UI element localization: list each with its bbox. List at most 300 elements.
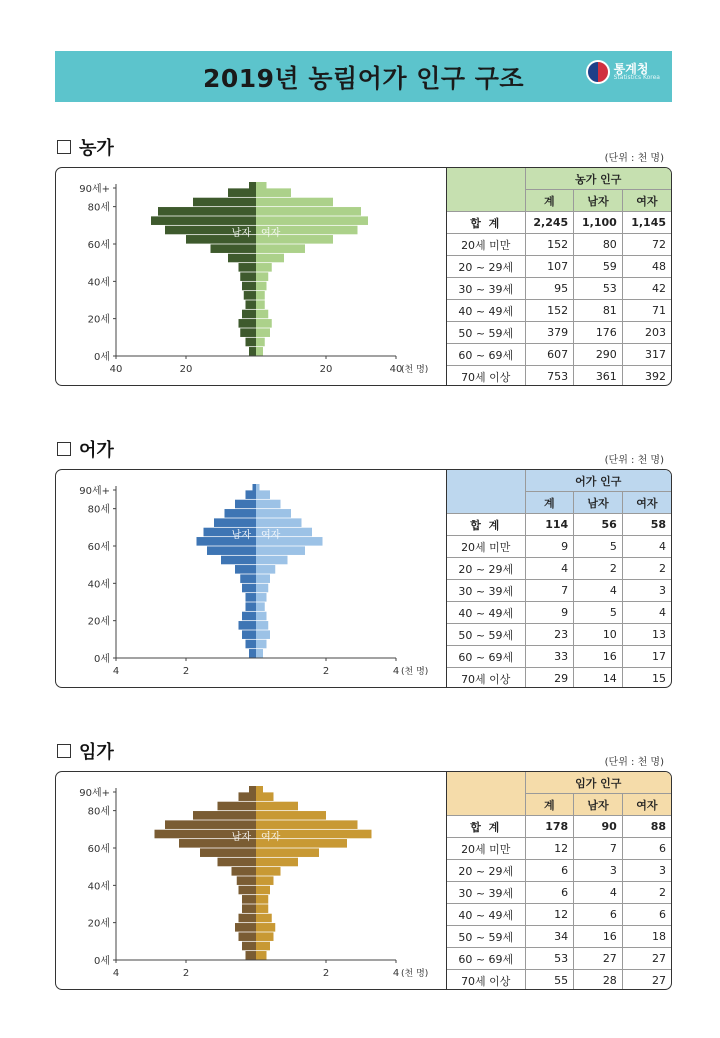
female-bar [256,300,265,309]
male-bar [246,300,257,309]
table-group-header: 임가 인구 [525,772,671,794]
cell-total: 6 [525,882,574,904]
logo-name: 통계청 [613,61,649,76]
female-bar [256,640,267,649]
cell-male: 90 [574,816,623,838]
male-bar [246,951,257,960]
row-label: 30 ~ 39세 [447,580,525,602]
cell-total: 114 [525,514,574,536]
male-bar [242,612,256,621]
male-bar [235,565,256,574]
cell-male: 7 [574,838,623,860]
cell-total: 9 [525,536,574,558]
cell-total: 152 [525,300,574,322]
male-bar [151,216,256,225]
female-bar [256,630,270,639]
male-bar [239,886,257,895]
logo-subtext: Statistics Korea [613,74,660,82]
section-name: 임가 [79,742,114,763]
cell-male: 290 [574,344,623,366]
female-bar [256,310,268,319]
cell-female: 203 [622,322,671,344]
cell-male: 10 [574,624,623,646]
x-tick-label: 2 [182,968,190,979]
row-label: 50 ~ 59세 [447,926,525,948]
y-tick-label: 0세 [93,956,110,967]
male-bar [228,254,256,263]
male-bar [165,820,256,829]
female-bar [256,198,333,207]
cell-male: 176 [574,322,623,344]
cell-male: 16 [574,926,623,948]
cell-female: 3 [622,580,671,602]
male-bar [240,272,256,281]
col-header-female: 여자 [622,492,671,514]
cell-total: 4 [525,558,574,580]
female-bar [256,254,284,263]
y-tick-label: 80세 [87,504,110,516]
female-bar [256,328,270,337]
male-bar [242,942,256,951]
table-row [447,668,671,689]
cell-total: 12 [525,904,574,926]
female-bar [256,786,263,795]
row-label: 합 계 [447,514,525,536]
table-row [447,904,671,926]
x-tick-label: 4 [392,666,400,677]
table-corner [447,772,525,816]
male-bar [239,319,257,328]
y-tick-label: 90세+ [79,184,110,195]
row-label: 30 ~ 39세 [447,278,525,300]
male-bar [242,310,256,319]
male-bar [249,786,256,795]
row-label: 40 ~ 49세 [447,300,525,322]
row-label: 60 ~ 69세 [447,948,525,970]
cell-male: 5 [574,602,623,624]
cell-total: 23 [525,624,574,646]
row-label: 합 계 [447,816,525,838]
male-bar [249,182,256,191]
male-bar [239,621,257,630]
col-header-total: 계 [525,190,574,212]
y-tick-label: 40세 [87,579,110,591]
table-row [447,278,671,300]
male-bar [221,556,256,565]
female-bar [256,914,272,923]
cell-total: 607 [525,344,574,366]
cell-male: 1,100 [574,212,623,234]
table-row [447,234,671,256]
cell-total: 95 [525,278,574,300]
male-bar [246,338,257,347]
cell-total: 53 [525,948,574,970]
table-row [447,602,671,624]
row-label: 20 ~ 29세 [447,558,525,580]
female-bar [256,565,275,574]
female-bar [256,319,272,328]
x-tick-label: 2 [322,666,330,677]
table-row [447,624,671,646]
cell-female: 27 [622,970,671,991]
table-corner [447,168,525,212]
female-label: 여자 [261,228,281,239]
cell-female: 15 [622,668,671,689]
cell-female: 4 [622,602,671,624]
forest-panel [55,771,672,990]
cell-total: 379 [525,322,574,344]
male-bar [242,904,256,913]
x-tick-label: 20 [319,364,333,375]
cell-total: 29 [525,668,574,689]
female-bar [256,272,268,281]
y-tick-label: 40세 [87,881,110,893]
y-tick-label: 20세 [87,314,110,326]
male-bar [232,867,257,876]
female-bar [256,546,305,555]
table-row [447,860,671,882]
male-bar [253,484,257,493]
taegeuk-icon [586,60,610,84]
y-tick-label: 80세 [87,202,110,214]
male-bar [235,923,256,932]
cell-female: 2 [622,558,671,580]
table-row [447,256,671,278]
x-unit-label: (천 명) [401,667,429,677]
table-row [447,344,671,366]
farm-pyramid-chart [56,168,446,385]
female-bar [256,621,268,630]
male-bar [239,263,257,272]
cell-male: 59 [574,256,623,278]
cell-male: 14 [574,668,623,689]
cell-female: 2 [622,882,671,904]
cell-female: 58 [622,514,671,536]
female-bar [256,612,267,621]
fish-table-container [446,470,671,687]
page-title: 2019년 농림어가 인구 구조 [202,63,525,93]
cell-female: 27 [622,948,671,970]
y-tick-label: 80세 [87,806,110,818]
female-bar [256,895,268,904]
cell-total: 34 [525,926,574,948]
female-bar [256,518,302,527]
female-bar [256,602,265,611]
forest-table-container [446,772,671,989]
y-tick-label: 0세 [93,654,110,665]
cell-female: 17 [622,646,671,668]
y-tick-label: 60세 [87,844,110,855]
female-bar [256,848,319,857]
male-bar [218,802,257,811]
x-unit-label: (천 명) [401,365,429,375]
cell-female: 42 [622,278,671,300]
cell-male: 81 [574,300,623,322]
table-row [447,926,671,948]
section-name: 어가 [79,440,114,461]
table-row [447,514,671,536]
cell-female: 4 [622,536,671,558]
male-bar [211,244,257,253]
fish-pyramid-chart [56,470,446,687]
female-bar [256,876,274,885]
male-bar [239,914,257,923]
col-header-female: 여자 [622,794,671,816]
cell-female: 392 [622,366,671,387]
x-tick-label: 40 [389,364,403,375]
cell-female: 48 [622,256,671,278]
row-label: 합 계 [447,212,525,234]
square-bullet-icon [57,744,71,758]
male-label: 남자 [231,530,251,541]
cell-male: 53 [574,278,623,300]
row-label: 70세 이상 [447,970,525,991]
col-header-total: 계 [525,492,574,514]
col-header-female: 여자 [622,190,671,212]
statistics-korea-logo [586,60,660,84]
cell-male: 80 [574,234,623,256]
table-row [447,838,671,860]
x-tick-label: 2 [182,666,190,677]
row-label: 40 ~ 49세 [447,904,525,926]
x-tick-label: 4 [112,666,120,677]
cell-male: 28 [574,970,623,991]
row-label: 40 ~ 49세 [447,602,525,624]
female-bar [256,811,326,820]
cell-female: 1,145 [622,212,671,234]
male-bar [242,584,256,593]
female-bar [256,649,263,658]
female-bar [256,886,270,895]
x-tick-label: 20 [179,364,193,375]
male-bar [214,518,256,527]
cell-total: 152 [525,234,574,256]
male-bar [246,593,257,602]
x-tick-label: 4 [392,968,400,979]
row-label: 20세 미만 [447,234,525,256]
table-row [447,558,671,580]
x-tick-label: 40 [109,364,123,375]
farm-population-table [447,168,671,386]
female-bar [256,923,275,932]
row-label: 20세 미만 [447,536,525,558]
female-bar [256,942,270,951]
table-row [447,970,671,991]
cell-male: 6 [574,904,623,926]
y-tick-label: 40세 [87,277,110,289]
male-bar [246,640,257,649]
cell-female: 6 [622,904,671,926]
female-bar [256,500,281,509]
x-tick-label: 2 [322,968,330,979]
table-row [447,322,671,344]
y-tick-label: 0세 [93,352,110,363]
female-bar [256,244,305,253]
cell-female: 71 [622,300,671,322]
male-bar [200,848,256,857]
cell-female: 18 [622,926,671,948]
female-bar [256,484,260,493]
cell-total: 107 [525,256,574,278]
table-row [447,816,671,838]
female-bar [256,207,361,216]
male-bar [158,207,256,216]
female-bar [256,347,263,356]
cell-total: 178 [525,816,574,838]
female-bar [256,593,267,602]
cell-male: 3 [574,860,623,882]
x-tick-label: 4 [112,968,120,979]
col-header-total: 계 [525,794,574,816]
title-banner [55,51,672,102]
male-bar [237,876,256,885]
y-tick-label: 20세 [87,616,110,628]
cell-male: 4 [574,882,623,904]
male-bar [242,630,256,639]
female-bar [256,951,267,960]
forest-pyramid-chart [56,772,446,989]
female-bar [256,820,358,829]
row-label: 50 ~ 59세 [447,322,525,344]
y-tick-label: 60세 [87,240,110,251]
y-tick-label: 60세 [87,542,110,553]
female-bar [256,867,281,876]
cell-female: 88 [622,816,671,838]
female-label: 여자 [261,832,281,843]
farm-table-container [446,168,671,385]
male-bar [218,858,257,867]
forest-population-table [447,772,671,990]
table-row [447,366,671,387]
male-label: 남자 [231,832,251,843]
cell-total: 33 [525,646,574,668]
female-label: 여자 [261,530,281,541]
section-name: 농가 [79,138,114,159]
square-bullet-icon [57,140,71,154]
section-heading-fish [57,436,114,462]
male-bar [193,198,256,207]
row-label: 70세 이상 [447,366,525,387]
table-row [447,646,671,668]
cell-total: 12 [525,838,574,860]
row-label: 60 ~ 69세 [447,344,525,366]
male-bar [207,546,256,555]
cell-total: 6 [525,860,574,882]
female-bar [256,904,268,913]
male-bar [249,347,256,356]
table-row [447,948,671,970]
cell-male: 361 [574,366,623,387]
row-label: 70세 이상 [447,668,525,689]
cell-female: 13 [622,624,671,646]
cell-male: 4 [574,580,623,602]
table-corner [447,470,525,514]
cell-total: 55 [525,970,574,991]
cell-female: 72 [622,234,671,256]
male-bar [249,649,256,658]
unit-note: (단위 : 천 명) [604,455,664,466]
cell-male: 27 [574,948,623,970]
male-bar [225,509,257,518]
section-heading-forest [57,738,114,764]
col-header-male: 남자 [574,794,623,816]
row-label: 60 ~ 69세 [447,646,525,668]
female-bar [256,858,298,867]
y-tick-label: 90세+ [79,486,110,497]
x-unit-label: (천 명) [401,969,429,979]
female-bar [256,216,368,225]
table-group-header: 농가 인구 [525,168,671,190]
female-bar [256,182,267,191]
cell-female: 317 [622,344,671,366]
male-bar [244,291,256,300]
female-bar [256,802,298,811]
unit-note: (단위 : 천 명) [604,757,664,768]
male-bar [193,811,256,820]
cell-female: 3 [622,860,671,882]
male-bar [242,895,256,904]
male-bar [235,500,256,509]
cell-male: 5 [574,536,623,558]
y-tick-label: 90세+ [79,788,110,799]
male-bar [242,282,256,291]
female-bar [256,574,270,583]
y-tick-label: 20세 [87,918,110,930]
row-label: 30 ~ 39세 [447,882,525,904]
female-bar [256,932,274,941]
table-row [447,580,671,602]
male-bar [240,574,256,583]
cell-total: 2,245 [525,212,574,234]
farm-panel [55,167,672,386]
cell-total: 753 [525,366,574,387]
fish-population-table [447,470,671,688]
cell-male: 56 [574,514,623,536]
female-bar [256,282,267,291]
col-header-male: 남자 [574,492,623,514]
cell-male: 16 [574,646,623,668]
table-row [447,300,671,322]
table-group-header: 어가 인구 [525,470,671,492]
table-row [447,536,671,558]
female-bar [256,263,272,272]
female-bar [256,584,268,593]
female-bar [256,509,291,518]
male-bar [246,602,257,611]
table-row [447,212,671,234]
cell-total: 9 [525,602,574,624]
male-bar [239,932,257,941]
female-bar [256,291,265,300]
unit-note: (단위 : 천 명) [604,153,664,164]
male-bar [240,328,256,337]
row-label: 50 ~ 59세 [447,624,525,646]
square-bullet-icon [57,442,71,456]
fish-panel [55,469,672,688]
col-header-male: 남자 [574,190,623,212]
cell-female: 6 [622,838,671,860]
row-label: 20 ~ 29세 [447,256,525,278]
row-label: 20세 미만 [447,838,525,860]
female-bar [256,556,288,565]
cell-total: 7 [525,580,574,602]
cell-male: 2 [574,558,623,580]
row-label: 20 ~ 29세 [447,860,525,882]
table-row [447,882,671,904]
male-label: 남자 [231,228,251,239]
section-heading-farm [57,134,114,160]
female-bar [256,338,265,347]
